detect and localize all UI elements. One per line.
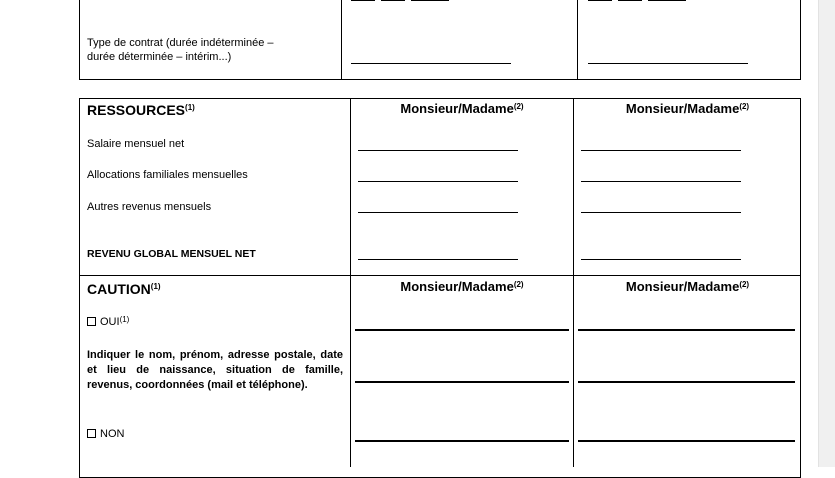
non-option[interactable]: NON: [87, 427, 124, 441]
resources-col-header-1: Monsieur/Madame$^{(2)}$: [400, 101, 524, 116]
caution-col-header-1: Monsieur/Madame$^{(2)}$: [400, 279, 524, 294]
family-allowance-field-1[interactable]: [358, 181, 518, 182]
resources-title: RESSOURCES$^{(1)}$: [87, 102, 195, 118]
date-field-segment: [411, 0, 449, 1]
vertical-scrollbar[interactable]: [818, 0, 835, 467]
date-field-segment: [381, 0, 405, 1]
other-income-field-2[interactable]: [581, 212, 741, 213]
contract-col-divider-2: [577, 0, 578, 80]
salary-field-2[interactable]: [581, 150, 741, 151]
instruction-field-2[interactable]: [578, 381, 795, 383]
global-income-field-2[interactable]: [581, 259, 741, 260]
global-income-label: REVENU GLOBAL MENSUEL NET: [87, 248, 256, 260]
family-allowance-label: Allocations familiales mensuelles: [87, 169, 248, 181]
section-divider: [79, 275, 801, 276]
oui-checkbox[interactable]: [87, 317, 96, 326]
caution-instructions: Indiquer le nom, prénom, adresse postale, date et lieu de naissance, situation de famille, revenus, coordonnées (mail et téléphone).: [87, 349, 343, 391]
resources-col-header-2: Monsieur/Madame$^{(2)}$: [625, 101, 750, 116]
date-field-segment: [648, 0, 686, 1]
caution-title: CAUTION$^{(1)}$: [87, 281, 161, 297]
caution-col-header-2: Monsieur/Madame$^{(2)}$: [625, 279, 750, 294]
family-allowance-field-2[interactable]: [581, 181, 741, 182]
date-field-segment: [351, 0, 375, 1]
contract-col-divider-1: [341, 0, 342, 80]
other-income-label: Autres revenus mensuels: [87, 201, 212, 213]
salary-field-1[interactable]: [358, 150, 518, 151]
oui-field-1[interactable]: [355, 329, 569, 331]
non-field-1[interactable]: [355, 440, 569, 442]
other-income-field-1[interactable]: [358, 212, 518, 213]
global-income-field-1[interactable]: [358, 259, 518, 260]
contract-field-1[interactable]: [351, 63, 511, 64]
oui-option[interactable]: OUI$^{(1)}$: [87, 315, 129, 329]
non-field-2[interactable]: [578, 440, 795, 442]
instruction-field-1[interactable]: [355, 381, 569, 383]
date-field-segment: [588, 0, 612, 1]
salary-label: Salaire mensuel net: [87, 138, 185, 150]
oui-field-2[interactable]: [578, 329, 795, 331]
contract-field-2[interactable]: [588, 63, 748, 64]
non-checkbox[interactable]: [87, 429, 96, 438]
date-field-segment: [618, 0, 642, 1]
contract-type-label: Type de contrat (durée indéterminée – durée déterminée – intérim...): [87, 37, 274, 63]
